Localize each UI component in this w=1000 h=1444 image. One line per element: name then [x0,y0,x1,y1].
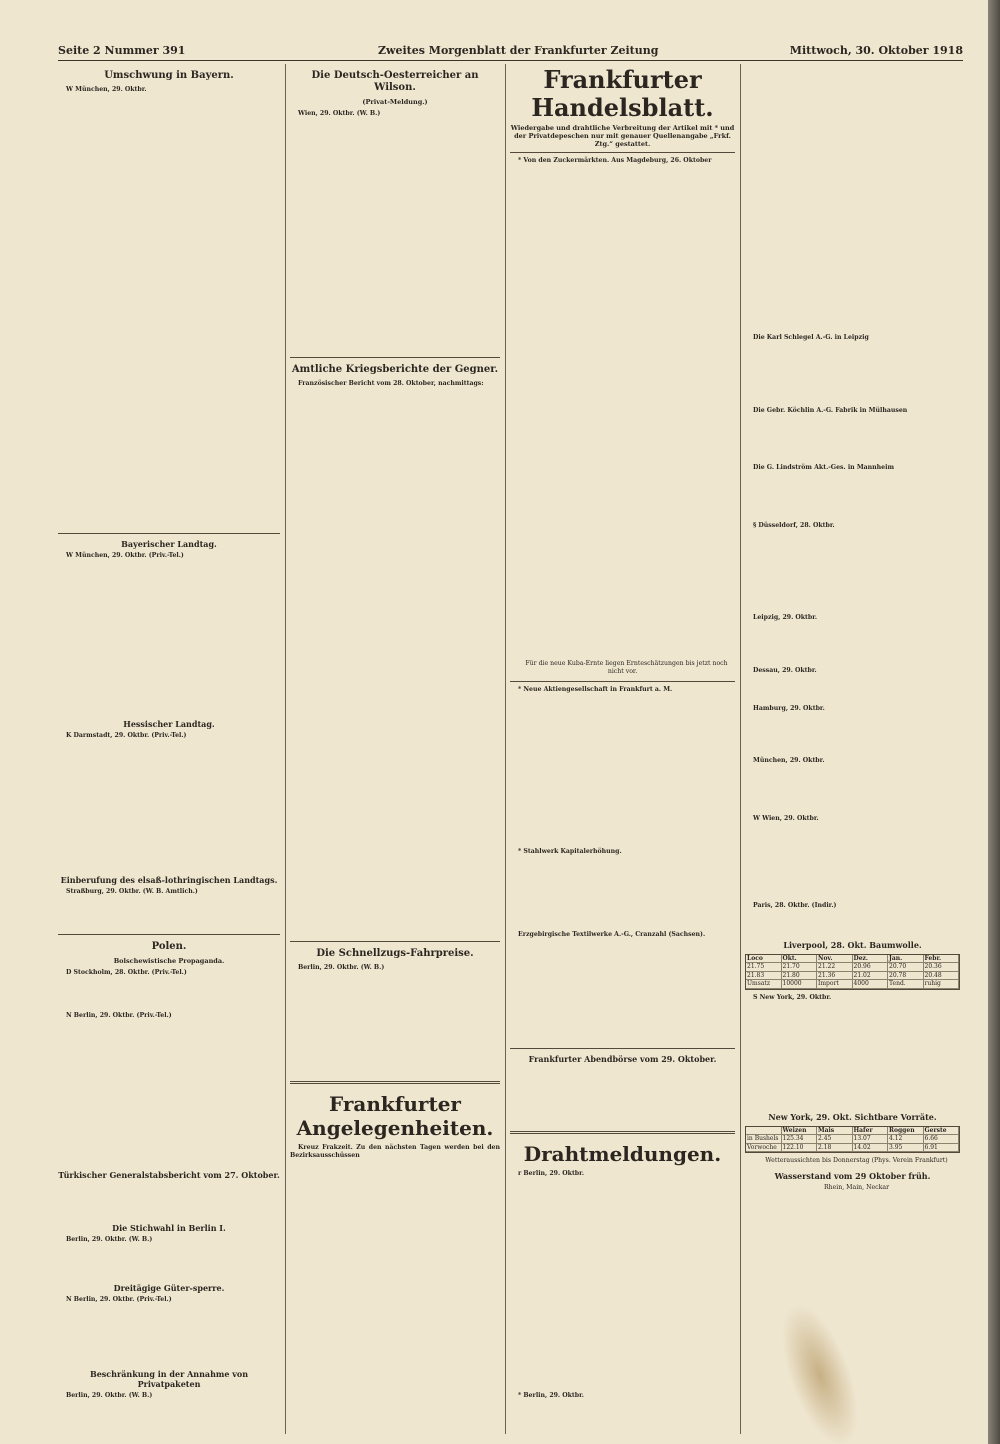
article-subheading: Bolschewistische Propaganda. [113,957,225,966]
water-level-text: Rhein, Main, Neckar [823,1183,890,1191]
table-cell: 6.91 [924,1144,960,1152]
issue-date: Mittwoch, 30. Oktober 1918 [789,44,963,57]
dateline: W Wien, 29. Oktbr. [753,814,819,822]
article-heading: Die Stichwahl in Berlin I. [112,1222,226,1233]
article-heading: Hessischer Landtag. [123,719,215,730]
article-body [290,123,500,353]
article-body [745,534,960,614]
table-cell: 21.80 [782,972,818,980]
dateline: Straßburg, 29. Oktbr. (W. B. Amtlich.) [66,887,198,895]
dateline: Berlin, 29. Oktbr. (W. B.) [66,1235,153,1243]
article-heading: Die Schnellzugs-Fahrpreise. [316,948,474,960]
table-row [746,1135,959,1144]
section-title: Frankfurter Handelsblatt. [531,65,714,122]
table-cell: 21.83 [746,972,782,980]
dateline: * Von den Zuckermärkten. Aus Magdeburg, 26. Oktober [518,157,712,164]
table-cell: Dez. [853,955,889,963]
article-body [58,745,280,870]
dateline: Berlin, 29. Oktbr. (W. B.) [298,964,385,972]
table-cell: 4.12 [888,1135,924,1143]
section-subtitle: Wiedergabe und drahtliche Verbreitung der Artikel mit * und der Privatdepeschen nur mit genauer Quellenangabe „Frkf. Ztg.“ gestattet. [510,124,735,148]
article-body [510,861,735,931]
article-item: Die Gebr. Köchlin A.-G. Fabrik in Mülhausen [753,406,908,414]
article-body [745,717,960,757]
article-body [510,698,735,848]
article-subheading: (Privat-Meldung.) [362,98,428,106]
table-row [746,972,959,981]
dateline: Hamburg, 29. Oktbr. [753,704,825,712]
table-row [746,955,959,964]
table-cell: 21.75 [746,963,782,971]
dateline: München, 29. Oktbr. [753,757,825,765]
article-body [58,1025,280,1165]
article-item: Erzgebirgische Textilwerke A.-G., Cranzahl (Sachsen). [518,930,706,938]
page-masthead [58,44,963,61]
newyork-table [745,1126,960,1154]
weather-note: Wetteraussichten bis Donnerstag (Phys. Verein Frankfurt) [765,1157,948,1165]
article-heading: Amtliche Kriegsberichte der Gegner. [291,363,499,375]
table-row [746,963,959,972]
table-heading: Liverpool, 28. Okt. Baumwolle. [783,939,922,950]
dateline: Leipzig, 29. Oktbr. [753,614,818,622]
article-body [745,477,960,522]
article-body [58,900,280,930]
table-cell: 3.95 [888,1144,924,1152]
table-row [746,1127,959,1136]
section-heading: Frankfurter Angelegenheiten. [296,1091,494,1140]
article-heading: Polen. [151,941,187,953]
dateline: N Berlin, 29. Oktbr. (Priv.-Tel.) [66,1296,172,1304]
article-body [58,99,280,529]
table-cell: 125.34 [782,1135,818,1143]
article-body [58,1183,280,1218]
article-item: * Stahlwerk Kapitalerhöhung. [518,848,622,856]
table-cell: Hafer [853,1127,889,1135]
article-body [510,1067,735,1127]
table-cell: 10000 [782,980,818,988]
dateline: § Düsseldorf, 28. Oktbr. [753,521,835,529]
table-row [746,1144,959,1153]
dateline: D Stockholm, 28. Oktbr. (Priv.-Tel.) [66,969,187,977]
article-body [58,1248,280,1278]
table-cell: Loco [746,955,782,963]
dateline: W München, 29. Oktbr. (Priv.-Tel.) [66,551,184,559]
table-cell: Gerste [924,1127,960,1135]
article-body [745,680,960,705]
table-cell: 20.36 [924,963,960,971]
table-cell: 20.78 [888,972,924,980]
article-heading: Beschränkung in der Annahme von Privatpaketen [89,1368,249,1389]
table-cell: 2.18 [817,1144,853,1152]
table-cell: Import [817,980,853,988]
dateline: * Berlin, 29. Oktbr. [518,1392,584,1400]
section-heading: Drahtmeldungen. [523,1141,722,1166]
article-heading: Türkischer Generalstabsbericht vom 27. Oktober. [58,1169,280,1180]
table-cell: Nov. [817,955,853,963]
table-cell: 21.02 [853,972,889,980]
table-cell: 21.70 [782,963,818,971]
article-body [745,1007,960,1107]
table-cell: ruhig [924,980,960,988]
dateline: r Berlin, 29. Oktbr. [518,1169,584,1177]
page-edge [988,0,1000,1444]
article-body [745,770,960,815]
table-cell: 13.07 [853,1135,889,1143]
article-heading: Umschwung in Bayern. [104,70,234,81]
article-body [745,915,960,935]
article-heading: Die Deutsch-Oesterreicher an Wilson. [311,70,479,93]
article-body [745,827,960,902]
dateline: Paris, 28. Oktbr. (Indir.) [753,902,837,910]
article-heading: Einberufung des elsaß-lothringischen Landtags. [60,874,278,885]
table-cell: Febr. [924,955,960,963]
table-heading: New York, 29. Okt. Sichtbare Vorräte. [768,1111,937,1122]
article-heading: Dreitägige Güter-sperre. [113,1283,225,1294]
table-cell: 20.70 [888,963,924,971]
table-cell: Umsatz [746,980,782,988]
table-cell: 122.10 [782,1144,818,1152]
article-item: * Neue Aktiengesellschaft in Frankfurt a. M. [518,685,673,693]
table-heading: Wasserstand vom 29 Oktober früh. [774,1170,931,1181]
table-cell: 20.96 [853,963,889,971]
page-number: Seite 2 Nummer 391 [58,44,186,57]
article-body [290,977,500,1077]
liverpool-table [745,954,960,990]
table-cell: Vorwoche [746,1144,782,1152]
article-body [745,419,960,464]
article-body [58,564,280,714]
dateline: Kreuz Frakzeit. Zu den nächsten Tagen werden bei den Bezirksausschüssen [290,1143,500,1160]
table-cell: 6.66 [924,1135,960,1143]
article-body [745,64,960,334]
article-body [510,1182,735,1392]
dateline: Wien, 29. Oktbr. (W. B.) [298,110,381,117]
table-cell: in Bushels [746,1135,782,1143]
table-cell: 21.36 [817,972,853,980]
dateline: Dessau, 29. Oktbr. [753,666,817,674]
table-cell: 14.02 [853,1144,889,1152]
article-heading: Bayerischer Landtag. [121,538,217,549]
table-cell: Mais [817,1127,853,1135]
dateline: N Berlin, 29. Oktbr. (Priv.-Tel.) [66,1011,172,1019]
table-cell: Weizen [782,1127,818,1135]
column-markets [745,64,960,1434]
column-commerce [510,64,735,1434]
table-cell: 20.48 [924,972,960,980]
table-cell: 2.45 [817,1135,853,1143]
column-rule [285,64,286,1434]
column-rule [740,64,741,1434]
article-body [745,347,960,407]
table-cell: Tend. [888,980,924,988]
edition-title: Zweites Morgenblatt der Frankfurter Zeitung [378,44,659,57]
column-news [290,64,500,1434]
table-cell: Roggen [888,1127,924,1135]
article-item: Die Karl Schlegel A.-G. in Leipzig [753,334,869,341]
table-cell: Okt. [782,955,818,963]
article-body [58,982,280,1012]
article-heading: Frankfurter Abendbörse vom 29. Oktober. [528,1053,717,1064]
article-body [58,1309,280,1364]
dateline: Berlin, 29. Oktbr. (W. B.) [66,1391,153,1399]
table-cell [746,1127,782,1135]
table-cell: Jan. [888,955,924,963]
dateline: W München, 29. Oktbr. [66,86,147,93]
article-body [510,944,735,1044]
dateline: K Darmstadt, 29. Oktbr. (Priv.-Tel.) [66,732,187,740]
table-cell: 4000 [853,980,889,988]
dateline: S New York, 29. Oktbr. [753,993,832,1001]
article-body [510,170,735,660]
column-politics [58,64,280,1434]
article-item: Die G. Lindström Akt.-Ges. in Mannheim [753,464,895,472]
article-note: Für die neue Kuba-Ernte liegen Ernteschätzungen bis jetzt noch nicht vor. [525,659,728,676]
dateline: Französischer Bericht vom 28. Oktober, nachmittags: [298,379,484,387]
article-body [290,392,500,937]
article-body [745,627,960,667]
table-cell: 21.22 [817,963,853,971]
column-rule [505,64,506,1434]
table-row [746,980,959,989]
